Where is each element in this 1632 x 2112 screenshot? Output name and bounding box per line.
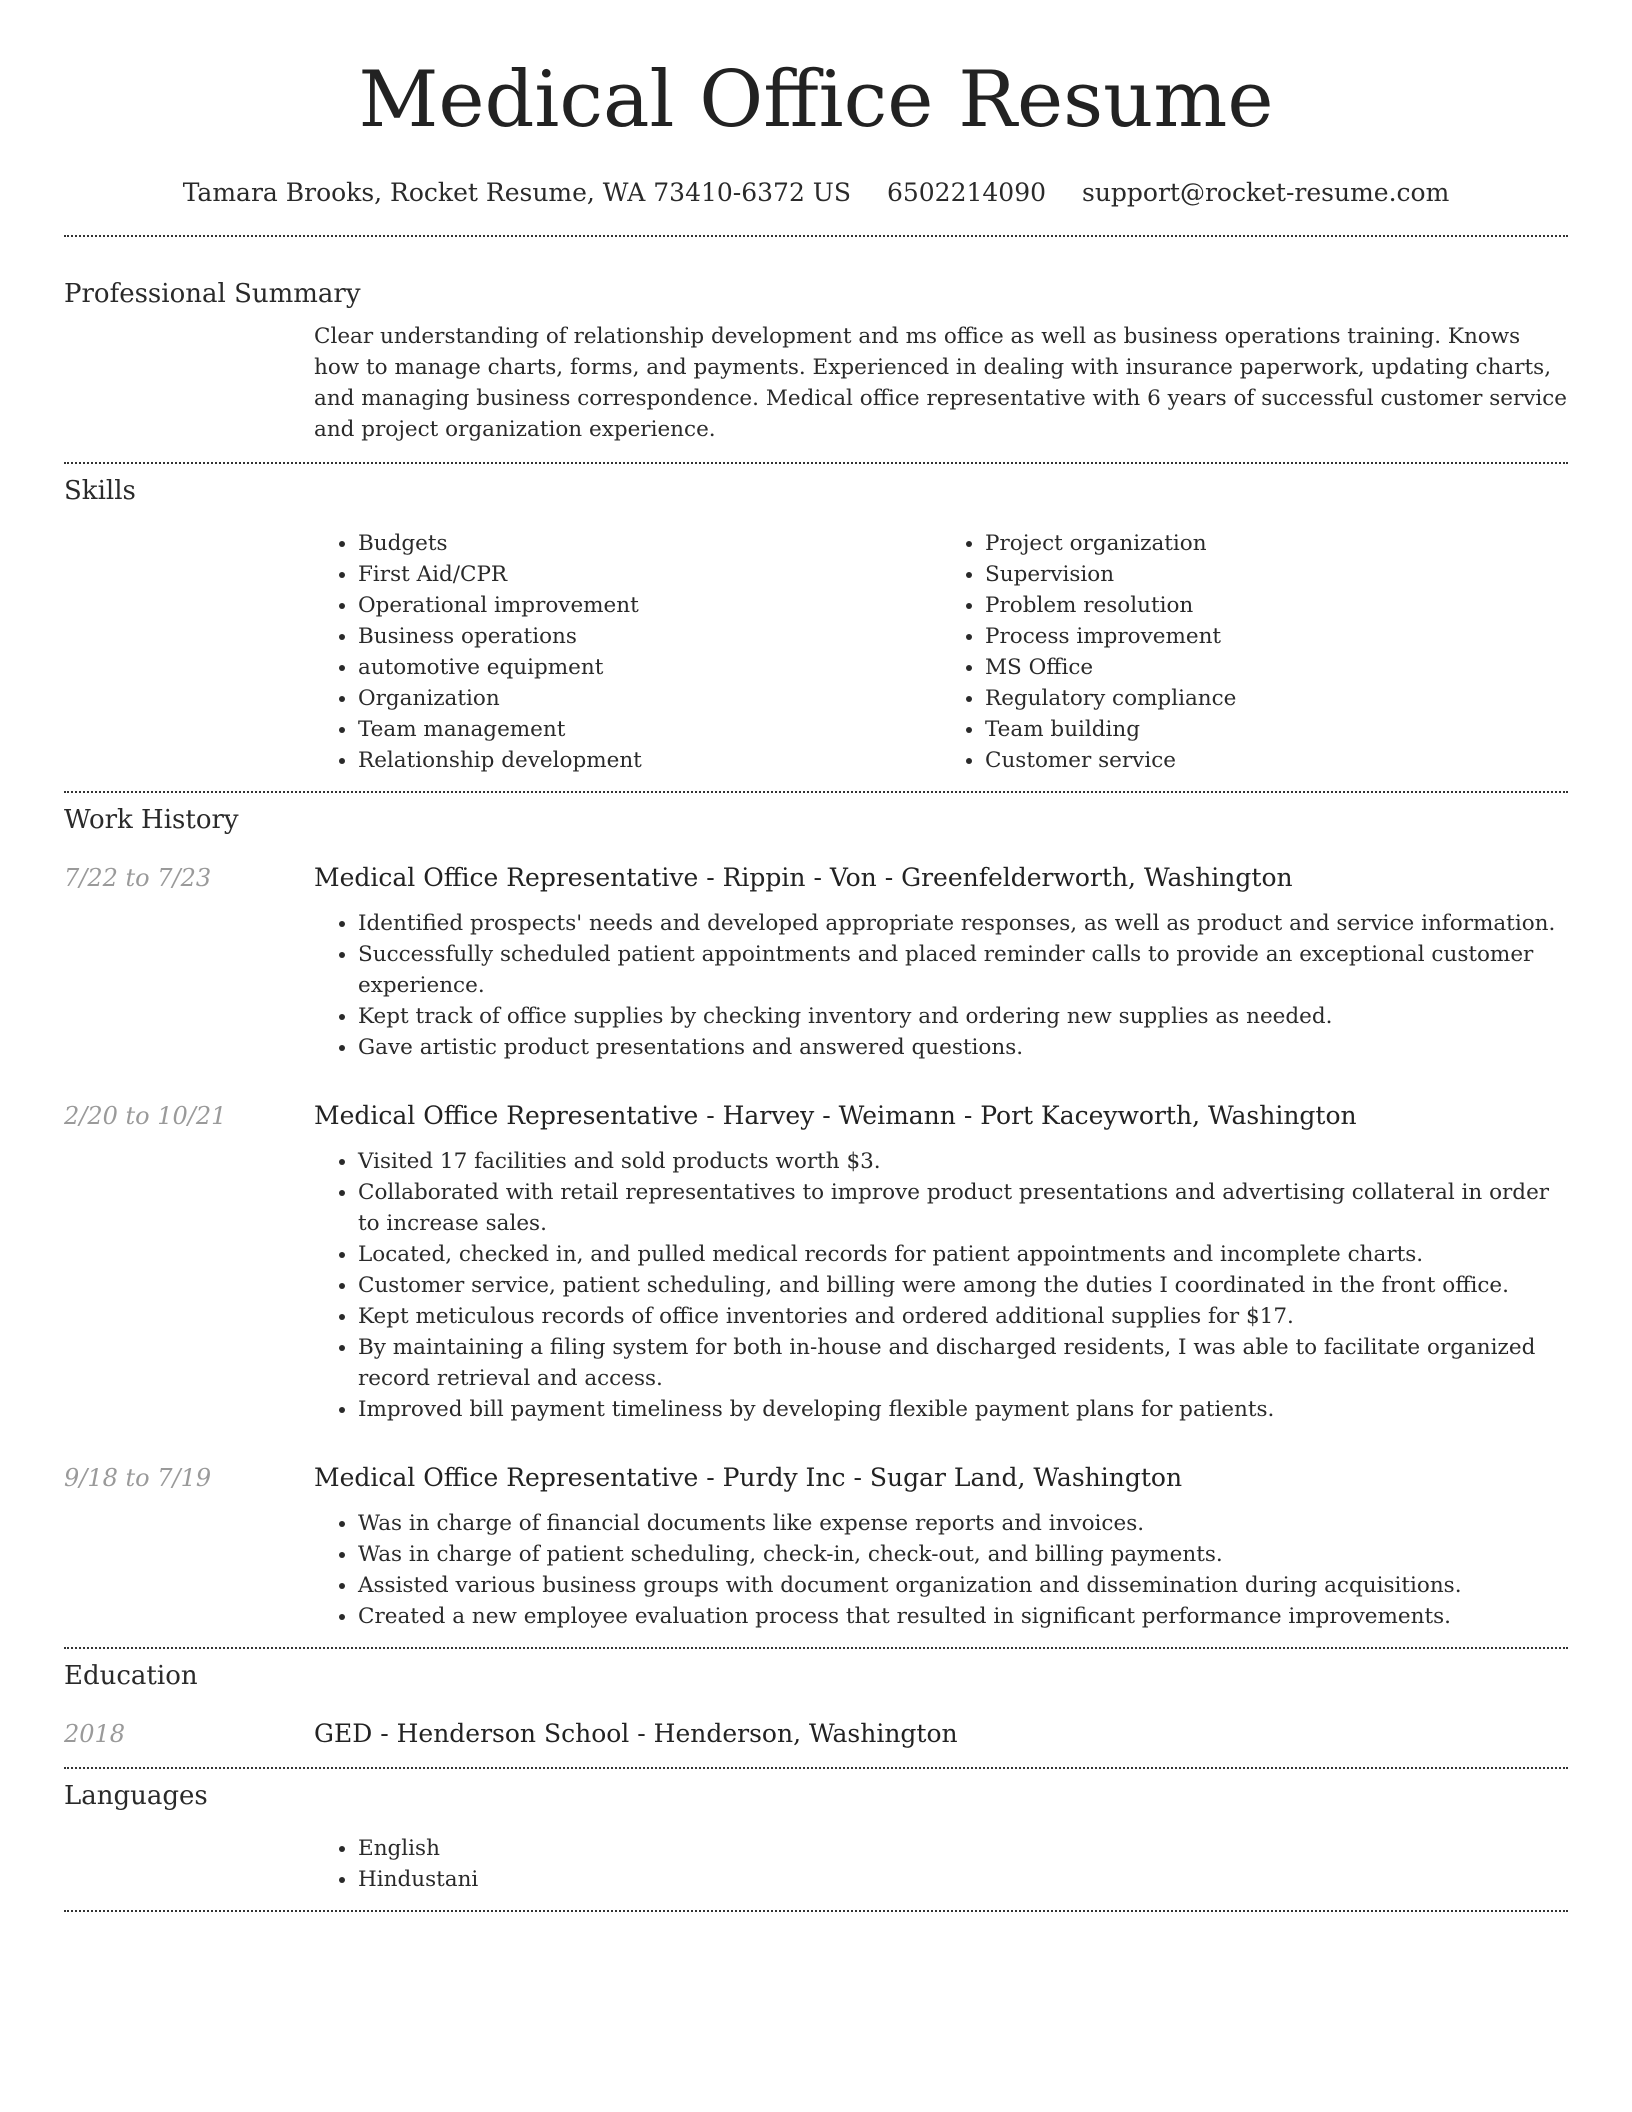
job-entry <box>64 861 1568 1063</box>
list-item: • Supervision <box>985 559 1568 590</box>
education-title: GED - Henderson School - Henderson, Washington <box>314 1719 958 1748</box>
education-entry <box>64 1717 1568 1751</box>
list-item: • Hindustani <box>358 1864 1568 1895</box>
divider <box>64 1767 1568 1769</box>
skills-section <box>64 474 1568 776</box>
education-date: 2018 <box>64 1720 126 1748</box>
list-item: • Located, checked in, and pulled medical records for patient appointments and incomplete charts. <box>358 1239 1568 1270</box>
skills-heading: Skills <box>64 476 136 506</box>
work-section <box>64 803 1568 1632</box>
resume-page <box>64 0 1568 1912</box>
divider <box>64 791 1568 793</box>
divider <box>64 235 1568 237</box>
resume-title: Medical Office Resume <box>358 55 1274 145</box>
list-item: • Successfully scheduled patient appointments and placed reminder calls to provide an exceptional customer experience. <box>358 939 1568 1001</box>
list-item: • Customer service, patient scheduling, and billing were among the duties I coordinated in the front office. <box>358 1270 1568 1301</box>
list-item: • First Aid/CPR <box>358 559 941 590</box>
contact-phone: 6502214090 <box>886 178 1047 207</box>
list-item: • Gave artistic product presentations and answered questions. <box>358 1032 1568 1063</box>
skills-list-left <box>314 528 941 776</box>
list-item: • Team building <box>985 714 1568 745</box>
summary-heading: Professional Summary <box>64 279 361 309</box>
list-item: • MS Office <box>985 652 1568 683</box>
contact-address: Tamara Brooks, Rocket Resume, WA 73410-6372 US <box>182 178 852 207</box>
list-item: • Assisted various business groups with document organization and dissemination during acquisitions. <box>358 1570 1568 1601</box>
list-item: • Was in charge of patient scheduling, check-in, check-out, and billing payments. <box>358 1539 1568 1570</box>
list-item: • Collaborated with retail representatives to improve product presentations and advertising collateral in order to increase sales. <box>358 1177 1568 1239</box>
job-title: Medical Office Representative - Purdy Inc - Sugar Land, Washington <box>314 1463 1183 1492</box>
list-item: • Kept track of office supplies by checking inventory and ordering new supplies as needed. <box>358 1001 1568 1032</box>
education-heading: Education <box>64 1661 198 1691</box>
job-bullets <box>314 1146 1568 1425</box>
summary-text: Clear understanding of relationship development and ms office as well as business operations training. Knows how to manage charts, forms, and payments. Experienced in dealing with insurance paperwork, updating charts, and managing business correspondence. Medical office representative with 6 years of successful customer service and project organization experience. <box>314 324 1568 442</box>
list-item: • Identified prospects' needs and developed appropriate responses, as well as product and service information. <box>358 908 1568 939</box>
list-item: • Was in charge of financial documents like expense reports and invoices. <box>358 1508 1568 1539</box>
list-item: • By maintaining a filing system for both in-house and discharged residents, I was able to facilitate organized record retrieval and access. <box>358 1332 1568 1394</box>
job-date: 9/18 to 7/19 <box>64 1464 212 1492</box>
languages-list <box>314 1833 1568 1895</box>
list-item: • automotive equipment <box>358 652 941 683</box>
list-item: • Project organization <box>985 528 1568 559</box>
list-item: • Regulatory compliance <box>985 683 1568 714</box>
job-entry <box>64 1461 1568 1632</box>
divider <box>64 462 1568 464</box>
list-item: • Improved bill payment timeliness by developing flexible payment plans for patients. <box>358 1394 1568 1425</box>
job-bullets <box>314 908 1568 1063</box>
list-item: • Operational improvement <box>358 590 941 621</box>
list-item: • Budgets <box>358 528 941 559</box>
work-heading: Work History <box>64 805 239 835</box>
contact-line <box>64 176 1568 210</box>
languages-heading: Languages <box>64 1781 208 1811</box>
job-date: 7/22 to 7/23 <box>64 864 212 892</box>
job-entry <box>64 1099 1568 1425</box>
job-title: Medical Office Representative - Harvey - Weimann - Port Kaceyworth, Washington <box>314 1101 1357 1130</box>
list-item: • Organization <box>358 683 941 714</box>
skills-list-right <box>941 528 1568 776</box>
list-item: • Customer service <box>985 745 1568 776</box>
list-item: • English <box>358 1833 1568 1864</box>
list-item: • Problem resolution <box>985 590 1568 621</box>
job-date: 2/20 to 10/21 <box>64 1102 227 1130</box>
summary-section <box>64 277 1568 445</box>
job-title: Medical Office Representative - Rippin - Von - Greenfelderworth, Washington <box>314 863 1293 892</box>
job-bullets <box>314 1508 1568 1632</box>
list-item: • Relationship development <box>358 745 941 776</box>
divider <box>64 1910 1568 1912</box>
list-item: • Kept meticulous records of office inventories and ordered additional supplies for $17. <box>358 1301 1568 1332</box>
languages-section <box>64 1779 1568 1895</box>
list-item: • Business operations <box>358 621 941 652</box>
list-item: • Created a new employee evaluation process that resulted in significant performance improvements. <box>358 1601 1568 1632</box>
list-item: • Team management <box>358 714 941 745</box>
list-item: • Visited 17 facilities and sold products worth $3. <box>358 1146 1568 1177</box>
contact-email: support@rocket-resume.com <box>1081 178 1450 207</box>
list-item: • Process improvement <box>985 621 1568 652</box>
education-section <box>64 1659 1568 1751</box>
divider <box>64 1647 1568 1649</box>
